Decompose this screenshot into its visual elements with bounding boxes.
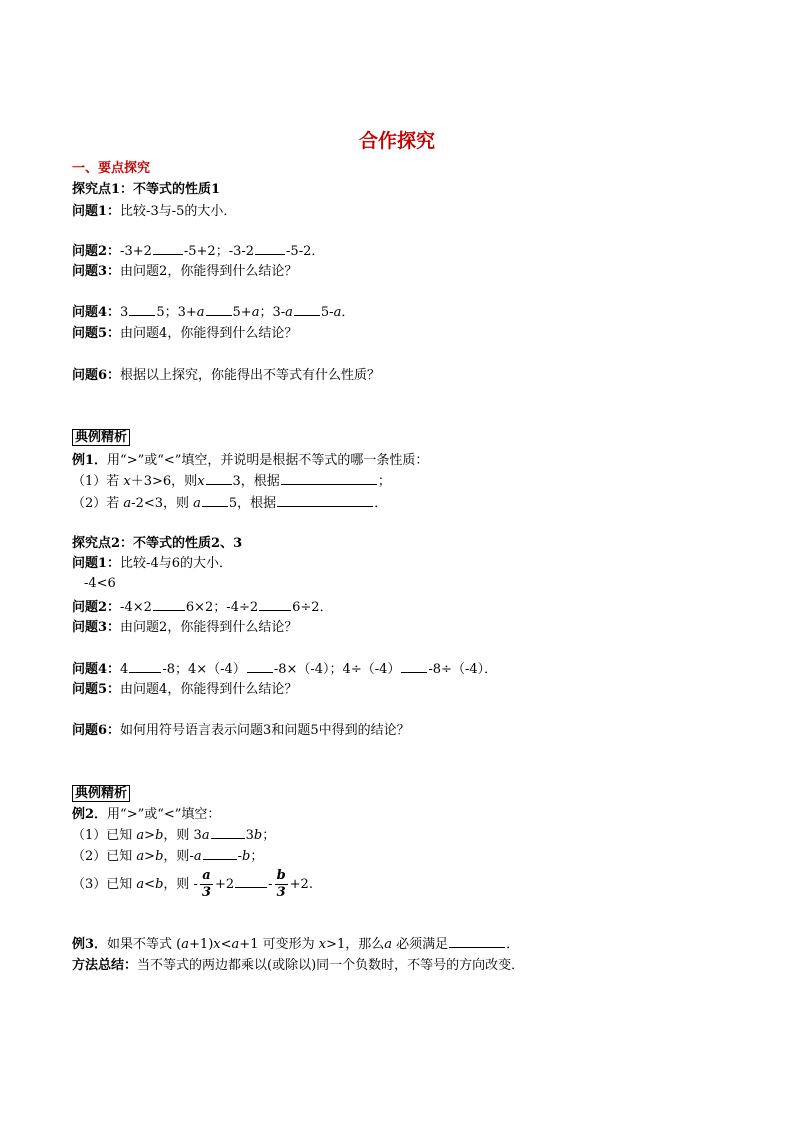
p1-question-1: 问题1：比较-3与-5的大小． — [72, 204, 237, 219]
p2-question-4: 问题4：4 -8；4×（-4） -8×（-4）；4÷（-4） -8÷（-4）． — [72, 662, 498, 677]
example-2: 例2．用“>”或“<”填空： — [72, 807, 221, 822]
fill-blank[interactable] — [203, 847, 237, 860]
example-3: 例3．如果不等式 (a+1)x<a+1 可变形为 x>1，那么a 必须满足 ． — [72, 937, 520, 952]
fraction-b-over-3: $\frac{b}{3}$ — [276, 868, 286, 900]
fill-blank[interactable] — [294, 303, 320, 316]
example-box-label: 典例精析 — [72, 429, 130, 447]
p1-question-6: 问题6：根据以上探究，你能得出不等式有什么性质？ — [72, 368, 381, 383]
example-2-item-2: （2）已知 a>b，则-a -b； — [72, 849, 264, 864]
fill-blank[interactable] — [281, 472, 377, 485]
p2-question-1: 问题1：比较-4与6的大小． — [72, 556, 232, 571]
example-1: 例1．用“>”或“<”填空，并说明是根据不等式的哪一条性质： — [72, 453, 429, 468]
fill-blank[interactable] — [129, 660, 161, 673]
example-box-label: 典例精析 — [72, 785, 130, 803]
section-heading: 一、要点探究 — [72, 161, 151, 176]
exploration-point-2-heading: 探究点2：不等式的性质2、3 — [72, 536, 243, 551]
p1-question-2: 问题2：-3+2 -5+2；-3-2 -5-2． — [72, 244, 325, 259]
p2-question-5: 问题5：由问题4，你能得到什么结论？ — [72, 682, 298, 697]
example-1-item-1: （1）若 x＋3>6，则x 3，根据 ； — [72, 474, 391, 489]
fill-blank[interactable] — [206, 303, 232, 316]
exploration-point-1-heading: 探究点1：不等式的性质1 — [72, 182, 221, 197]
fill-blank[interactable] — [235, 875, 267, 888]
fill-blank[interactable] — [153, 242, 183, 255]
fill-blank[interactable] — [129, 303, 155, 316]
p1-question-4: 问题4：3 5；3+a 5+a；3-a 5-a． — [72, 305, 355, 320]
p2-question-3: 问题3：由问题2，你能得到什么结论？ — [72, 620, 298, 635]
fill-blank[interactable] — [247, 660, 273, 673]
fill-blank[interactable] — [277, 494, 373, 507]
p2-question-6: 问题6：如何用符号语言表示问题3和问题5中得到的结论？ — [72, 723, 410, 738]
example-2-item-3: （3）已知 a<b，则 - $\frac{a}{3}$ +2 - $\frac{b}{3}$ +2. — [72, 868, 313, 900]
fill-blank[interactable] — [401, 660, 427, 673]
p1-question-3: 问题3：由问题2，你能得到什么结论？ — [72, 264, 298, 279]
method-summary: 方法总结：当不等式的两边都乘以(或除以)同一个负数时，不等号的方向改变． — [72, 958, 525, 973]
fill-blank[interactable] — [255, 242, 285, 255]
fraction-a-over-3: $\frac{a}{3}$ — [201, 868, 211, 900]
fill-blank[interactable] — [449, 935, 505, 948]
fill-blank[interactable] — [153, 598, 185, 611]
p2-answer: -4<6 — [84, 576, 116, 591]
fill-blank[interactable] — [206, 472, 232, 485]
page-title: 合作探究 — [358, 130, 435, 152]
p1-question-5: 问题5：由问题4，你能得到什么结论？ — [72, 326, 298, 341]
example-1-item-2: （2）若 a-2<3，则 a 5，根据 ． — [72, 496, 388, 511]
example-2-item-1: （1）已知 a>b，则 3a 3b； — [72, 828, 276, 843]
fill-blank[interactable] — [211, 826, 245, 839]
p2-question-2: 问题2：-4×2 6×2；-4÷2 6÷2． — [72, 600, 333, 615]
fill-blank[interactable] — [259, 598, 291, 611]
fill-blank[interactable] — [202, 494, 228, 507]
